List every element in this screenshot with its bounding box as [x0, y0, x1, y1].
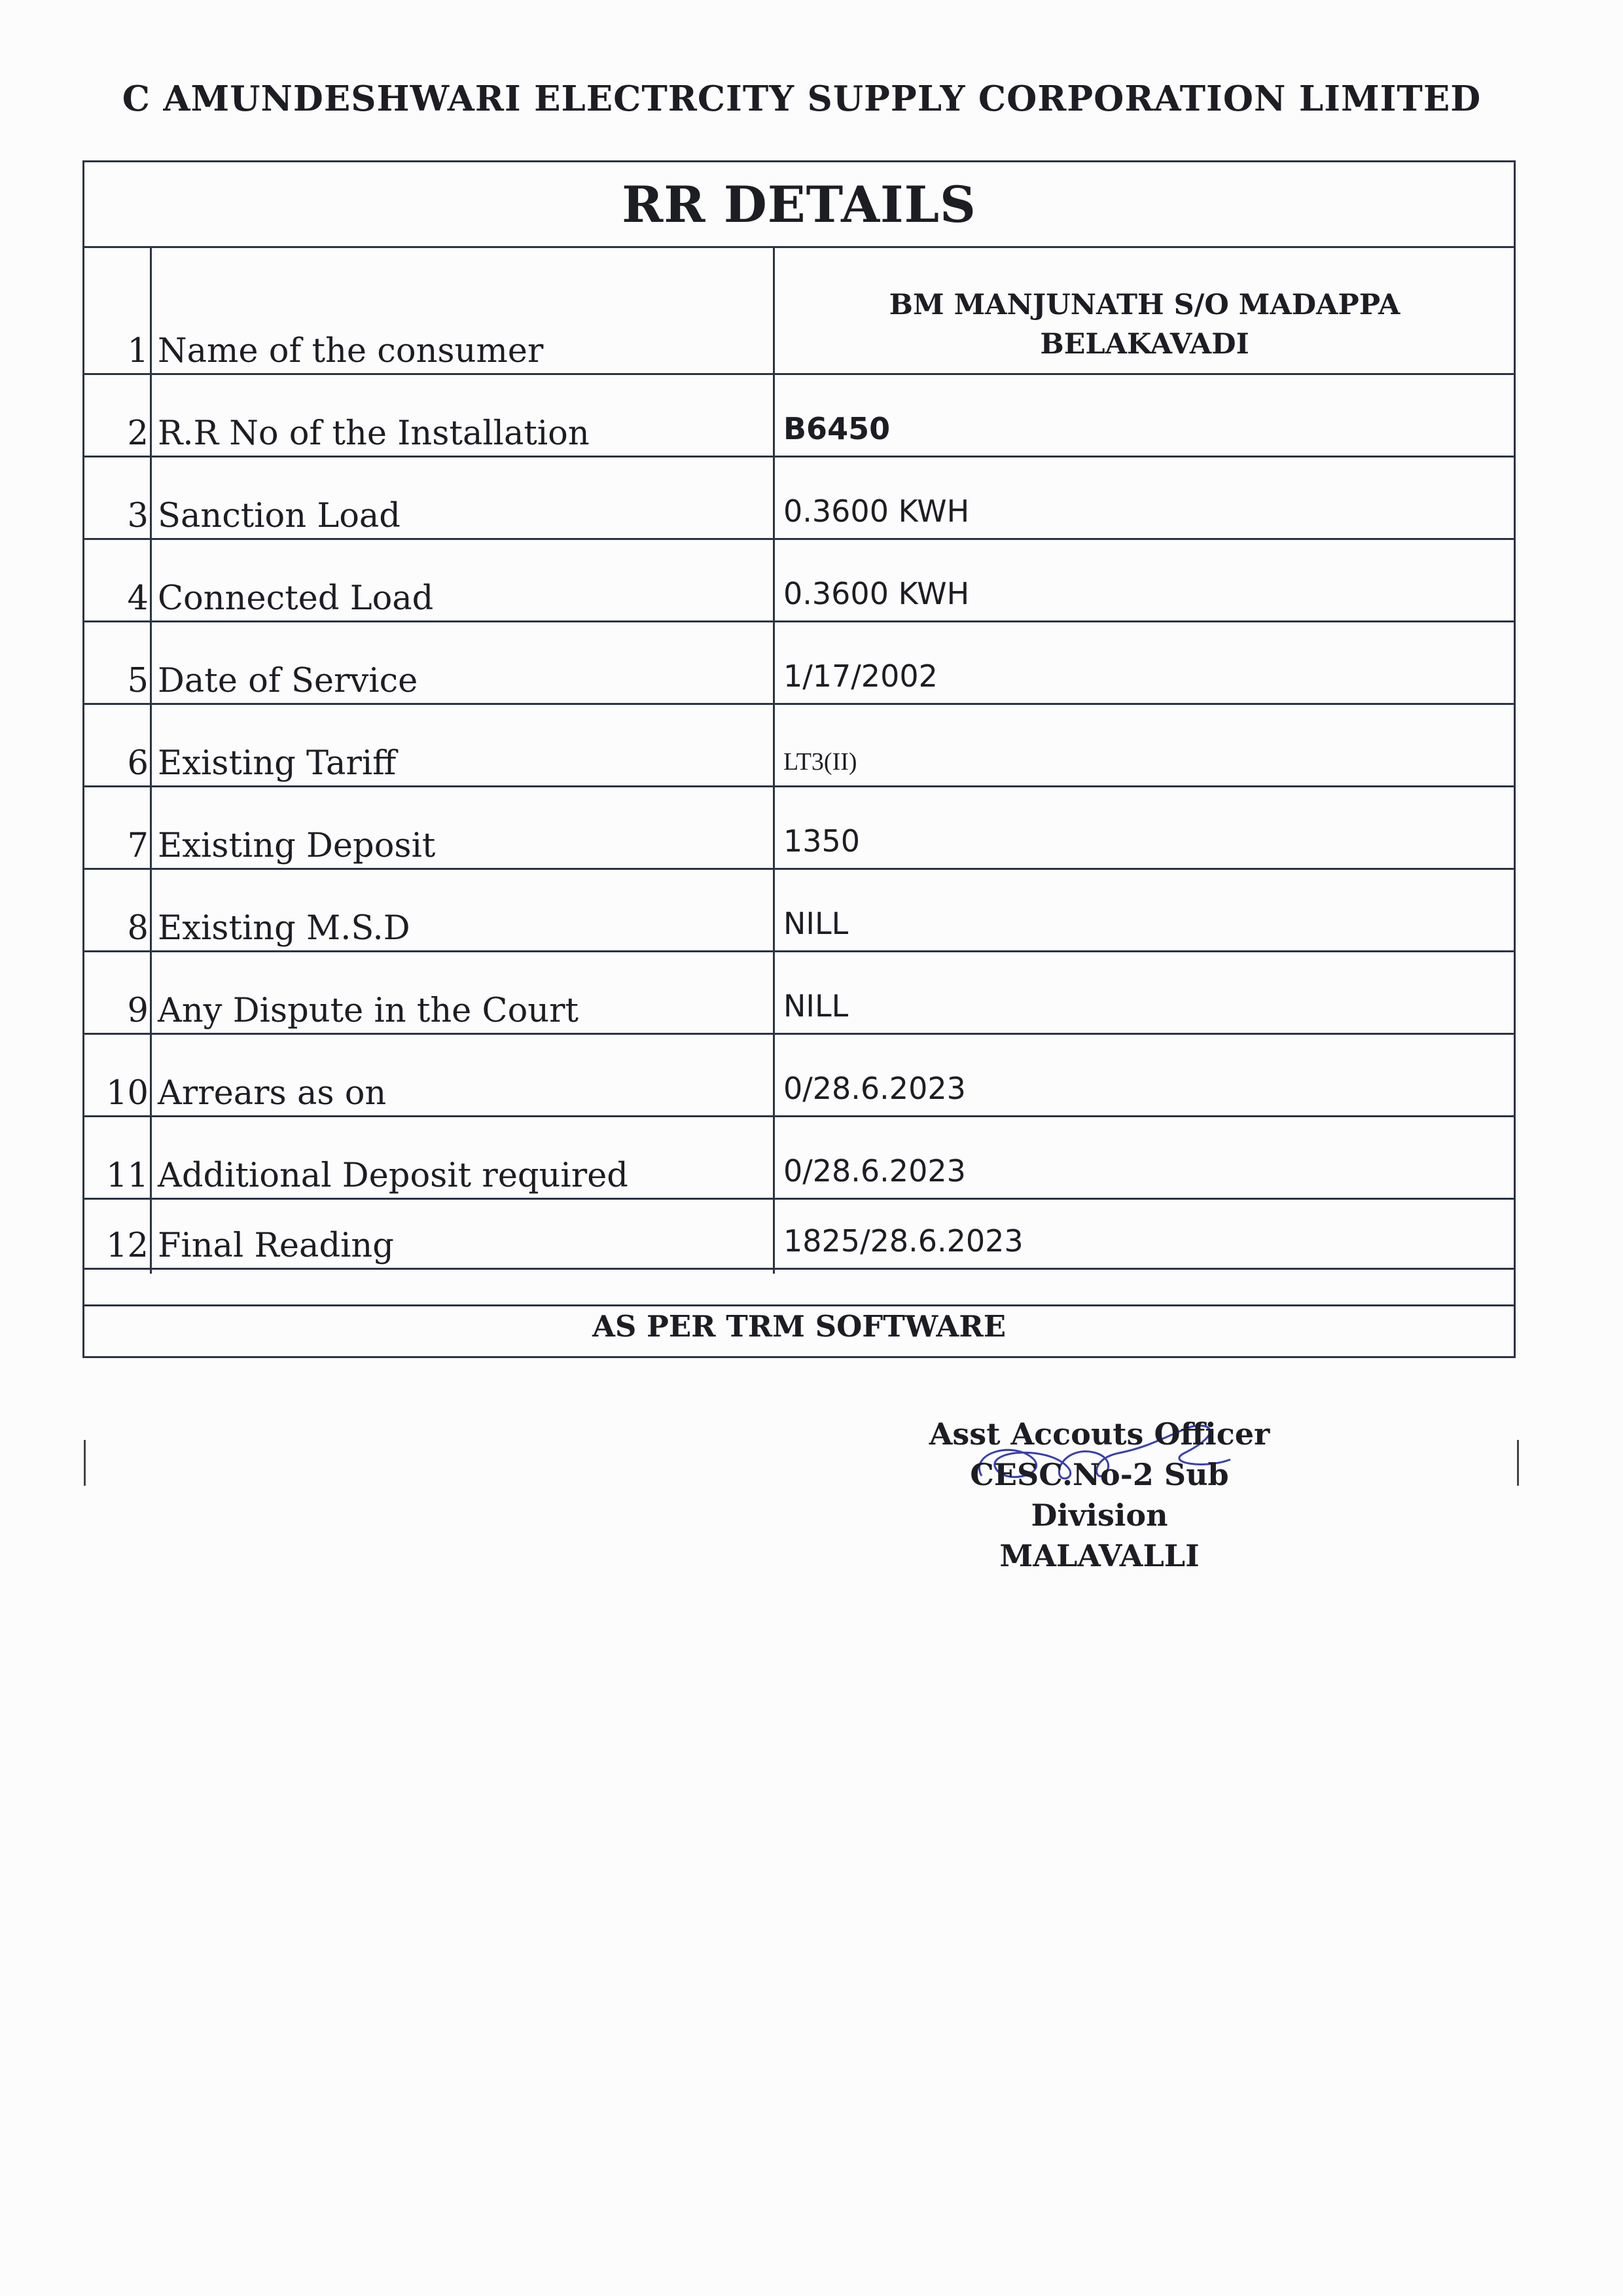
row-number: 7	[127, 827, 149, 865]
signatory-place: MALAVALLI	[999, 1538, 1200, 1573]
table-row	[84, 1200, 1514, 1270]
consumer-name-line: BM MANJUNATH S/O MADAPPA	[889, 289, 1400, 321]
footer-note: AS PER TRM SOFTWARE	[592, 1309, 1007, 1344]
margin-mark	[1517, 1440, 1519, 1486]
row-value: B6450	[783, 411, 891, 446]
row-value: NILL	[783, 906, 849, 941]
row-label: Existing M.S.D	[158, 909, 410, 948]
table-row	[84, 246, 1514, 375]
row-label: Existing Deposit	[158, 827, 436, 865]
table-heading-row	[84, 162, 1514, 248]
row-number: 8	[127, 909, 149, 948]
row-number: 4	[127, 579, 149, 618]
row-number: 9	[127, 992, 149, 1030]
table-row	[84, 705, 1514, 787]
row-number: 12	[106, 1227, 149, 1265]
row-number: 1	[127, 332, 149, 370]
row-number: 2	[127, 414, 149, 453]
row-value: 0/28.6.2023	[783, 1071, 966, 1106]
rr-details-table	[82, 160, 1516, 1358]
signature-block	[897, 1414, 1302, 1576]
row-value: 0/28.6.2023	[783, 1153, 966, 1189]
table-row	[84, 540, 1514, 622]
table-row	[84, 787, 1514, 870]
table-row	[84, 952, 1514, 1035]
row-number: 6	[127, 744, 149, 783]
row-label: Connected Load	[158, 579, 434, 618]
row-value: 1/17/2002	[783, 658, 938, 694]
table-row	[84, 622, 1514, 705]
row-label: Sanction Load	[158, 497, 401, 535]
row-number: 10	[106, 1074, 149, 1113]
table-row	[84, 870, 1514, 952]
row-number: 3	[127, 497, 149, 535]
signatory-title: Asst Accouts Officer	[929, 1416, 1270, 1452]
margin-mark	[84, 1440, 86, 1486]
table-row	[84, 375, 1514, 457]
row-label: Arrears as on	[158, 1074, 387, 1113]
consumer-name	[778, 285, 1511, 364]
row-value: 1825/28.6.2023	[783, 1223, 1024, 1259]
table-row	[84, 457, 1514, 540]
footer-divider	[84, 1304, 1514, 1306]
row-value: 1350	[783, 823, 861, 859]
row-label: Date of Service	[158, 662, 418, 700]
row-number: 11	[106, 1157, 149, 1195]
row-value: NILL	[783, 988, 849, 1024]
row-value: 0.3600 KWH	[783, 493, 970, 529]
table-row	[84, 1035, 1514, 1117]
row-label: Existing Tariff	[158, 744, 397, 783]
row-label: Name of the consumer	[158, 332, 544, 370]
row-label: Final Reading	[158, 1227, 394, 1265]
table-row	[84, 1117, 1514, 1200]
signatory-office: CESC.No-2 Sub Division	[970, 1457, 1229, 1533]
row-value: LT3(II)	[783, 748, 857, 776]
row-label: Any Dispute in the Court	[158, 992, 579, 1030]
corporation-name: C AMUNDESHWARI ELECTRCITY SUPPLY CORPORATION LIMITED	[122, 79, 1482, 119]
consumer-address-line: BELAKAVADI	[1040, 328, 1249, 361]
row-label: Additional Deposit required	[158, 1157, 628, 1195]
row-label: R.R No of the Installation	[158, 414, 590, 453]
page-title: RR DETAILS	[622, 175, 976, 234]
row-value: 0.3600 KWH	[783, 576, 970, 611]
row-number: 5	[127, 662, 149, 700]
